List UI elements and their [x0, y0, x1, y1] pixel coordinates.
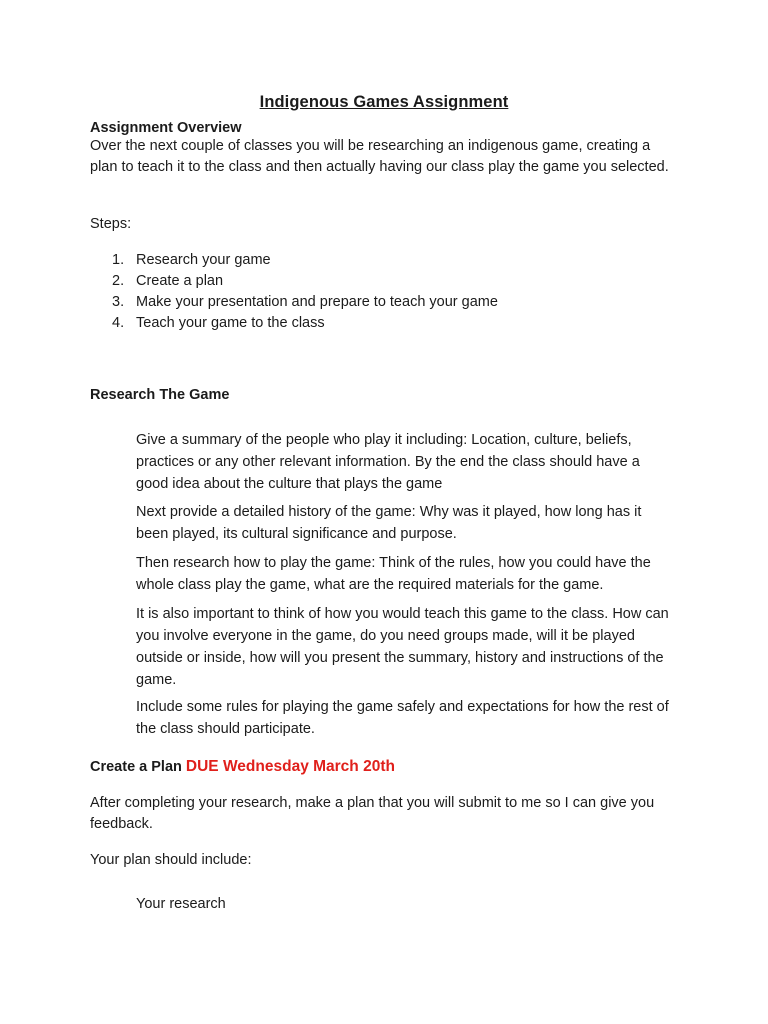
plan-heading-line — [90, 756, 690, 778]
plan-heading: Create a Plan — [90, 759, 182, 775]
overview-heading: Assignment Overview — [90, 120, 242, 136]
step-number: 4. — [112, 315, 125, 331]
research-paragraph-teaching: It is also important to think of how you would teach this game to the class. How can you involve everyone in the game, do you need groups made, will it be played outside or inside, how will you present the summary, history and instructions of the game. — [136, 606, 669, 688]
list-item — [90, 313, 498, 334]
step-number: 1. — [112, 252, 125, 268]
research-paragraph-summary: Give a summary of the people who play it including: Location, culture, beliefs, practices or any other relevant information. By the end the class should have a good idea about the culture that plays the game — [136, 432, 640, 492]
plan-body: After completing your research, make a plan that you will submit to me so I can give you feedback. — [90, 795, 655, 832]
step-number: 2. — [112, 273, 125, 289]
list-item — [90, 250, 498, 271]
research-paragraph-rules: Then research how to play the game: Think of the rules, how you could have the whole class play the game, what are the required materials for the game. — [136, 555, 651, 593]
list-item — [90, 271, 498, 292]
research-heading: Research The Game — [90, 387, 230, 403]
step-text: Teach your game to the class — [136, 315, 325, 331]
plan-include-item: Your research — [136, 896, 226, 912]
step-text: Research your game — [136, 252, 271, 268]
research-paragraph-history: Next provide a detailed history of the game: Why was it played, how long has it been played, its cultural significance and purpose. — [136, 504, 642, 542]
research-paragraph-safety: Include some rules for playing the game safely and expectations for how the rest of the class should participate. — [136, 699, 669, 737]
document-title: Indigenous Games Assignment — [259, 93, 509, 111]
plan-include-label: Your plan should include: — [90, 852, 252, 868]
list-item — [90, 292, 498, 313]
step-text: Create a plan — [136, 273, 224, 289]
due-date-label: DUE Wednesday March 20th — [185, 758, 395, 775]
steps-label: Steps: — [90, 216, 132, 232]
step-number: 3. — [112, 294, 125, 310]
steps-list — [90, 250, 498, 334]
step-text: Make your presentation and prepare to teach your game — [136, 294, 498, 310]
overview-body: Over the next couple of classes you will be researching an indigenous game, creating a plan to teach it to the class and then actually having our class play the game you selected. — [90, 138, 669, 175]
